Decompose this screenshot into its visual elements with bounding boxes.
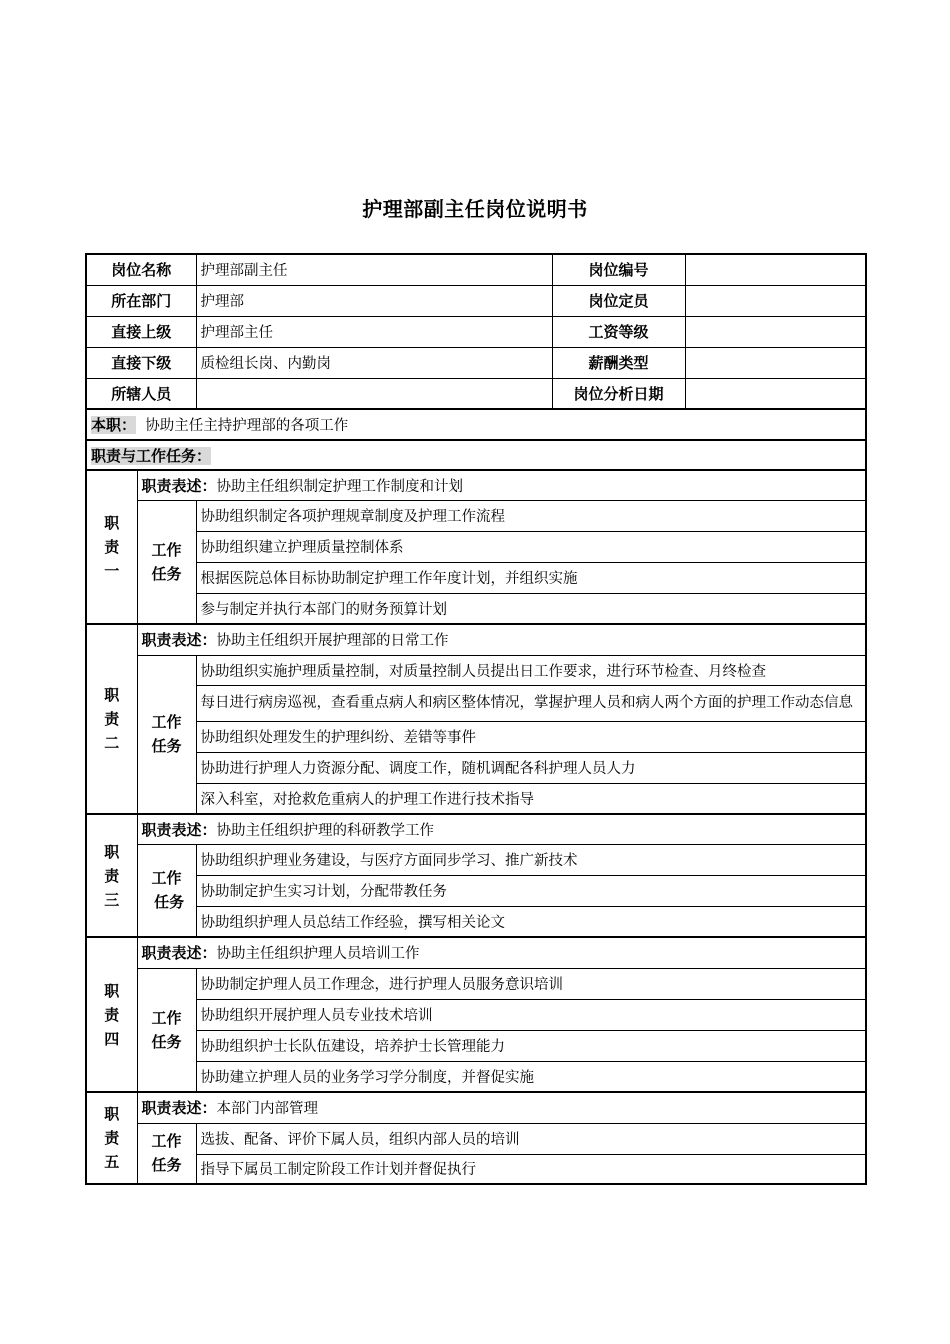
duty-label [86, 937, 137, 1092]
duty-statement-row [86, 814, 866, 844]
info-value: 护理部副主任 [196, 254, 552, 285]
info-label: 岗位定员 [552, 285, 685, 316]
duty-statement-row [86, 470, 866, 500]
task-label-line: 任务 [151, 1032, 182, 1051]
duty-char: 五 [104, 1153, 120, 1171]
info-value: 质检组长岗、内勤岗 [196, 347, 552, 378]
task-text: 协助组织开展护理人员专业技术培训 [196, 999, 866, 1030]
duty-char: 责 [104, 710, 120, 728]
duty-statement: 协助主任组织护理人员培训工作 [216, 946, 420, 963]
task-text: 协助组织护士长队伍建设，培养护士长管理能力 [196, 1030, 866, 1061]
statement-label: 职责表述： [141, 944, 217, 963]
task-label [137, 968, 196, 1092]
duty-label [86, 1092, 137, 1184]
statement-label: 职责表述： [141, 631, 217, 650]
task-text: 协助建立护理人员的业务学习学分制度，并督促实施 [196, 1061, 866, 1092]
benzhi-row [86, 409, 866, 440]
info-row [86, 378, 866, 409]
task-text: 选拔、配备、评价下属人员，组织内部人员的培训 [196, 1123, 866, 1154]
info-value: 护理部 [196, 285, 552, 316]
duty-char: 三 [104, 890, 120, 909]
info-value [685, 285, 866, 316]
task-label-line: 工作 [151, 540, 182, 559]
task-row [86, 968, 866, 999]
task-label [137, 655, 196, 814]
benzhi-cell [86, 409, 866, 440]
task-label [137, 844, 196, 937]
task-row [86, 875, 866, 906]
task-row [86, 906, 866, 937]
info-label: 所在部门 [86, 285, 196, 316]
task-text: 协助进行护理人力资源分配、调度工作，随机调配各科护理人员人力 [196, 752, 866, 783]
task-row [86, 844, 866, 875]
task-row [86, 721, 866, 752]
duty-statement-row [86, 1092, 866, 1123]
info-value [685, 254, 866, 285]
task-text: 协助组织制定各项护理规章制度及护理工作流程 [196, 500, 866, 531]
duty-char: 四 [104, 1029, 120, 1048]
task-row [86, 1123, 866, 1154]
task-row [86, 1154, 866, 1184]
info-label: 岗位名称 [86, 254, 196, 285]
duty-statement: 协助主任组织护理的科研教学工作 [216, 822, 435, 839]
duty-char: 责 [104, 1129, 120, 1147]
task-text: 协助组织建立护理质量控制体系 [196, 531, 866, 562]
task-text: 参与制定并执行本部门的财务预算计划 [196, 593, 866, 624]
task-text: 协助组织处理发生的护理纠纷、差错等事件 [196, 721, 866, 752]
task-row [86, 685, 866, 721]
info-value [685, 347, 866, 378]
benzhi-value: 协助主任主持护理部的各项工作 [145, 418, 349, 434]
task-text: 协助制定护生实习计划，分配带教任务 [196, 875, 866, 906]
duty-char: 二 [104, 734, 120, 752]
info-value [196, 378, 552, 409]
benzhi-label: 本职： [91, 416, 137, 434]
info-value: 护理部主任 [196, 316, 552, 347]
statement-label: 职责表述： [141, 476, 217, 495]
task-text: 根据医院总体目标协助制定护理工作年度计划，并组织实施 [196, 562, 866, 593]
document-title: 护理部副主任岗位说明书 [362, 197, 588, 221]
info-label: 直接上级 [86, 316, 196, 347]
duty-statement-cell [137, 814, 866, 844]
task-label-line: 工作 [151, 713, 182, 732]
task-text: 协助组织护理人员总结工作经验，撰写相关论文 [196, 906, 866, 937]
task-row [86, 999, 866, 1030]
task-label-line: 任务 [154, 893, 185, 912]
task-row [86, 1030, 866, 1061]
duty-statement: 协助主任组织开展护理部的日常工作 [216, 633, 449, 650]
task-text: 协助制定护理人员工作理念，进行护理人员服务意识培训 [196, 968, 866, 999]
job-description-table [85, 253, 867, 1185]
duty-statement-cell [137, 624, 866, 655]
task-row [86, 500, 866, 531]
duty-statement-cell [137, 470, 866, 500]
info-label: 工资等级 [552, 316, 685, 347]
info-label: 薪酬类型 [552, 347, 685, 378]
task-text: 每日进行病房巡视，查看重点病人和病区整体情况，掌握护理人员和病人两个方面的护理工作动态信息 [196, 685, 866, 721]
duty-statement: 协助主任组织制定护理工作制度和计划 [216, 478, 464, 495]
duty-label [86, 470, 137, 624]
duty-statement-cell [137, 1092, 866, 1123]
statement-label: 职责表述： [141, 1099, 217, 1118]
task-row [86, 655, 866, 685]
duty-statement-row [86, 937, 866, 968]
task-text: 指导下属员工制定阶段工作计划并督促执行 [196, 1154, 866, 1184]
task-label-line: 任务 [151, 564, 182, 583]
task-label-line: 任务 [151, 1156, 182, 1175]
duty-statement-row [86, 624, 866, 655]
task-label-line: 任务 [151, 737, 182, 756]
info-row [86, 285, 866, 316]
duty-label [86, 814, 137, 937]
info-label: 岗位编号 [552, 254, 685, 285]
duty-char: 责 [104, 538, 120, 556]
section-header-cell [86, 440, 866, 470]
task-label-line: 工作 [151, 869, 182, 888]
task-label-line: 工作 [151, 1008, 182, 1027]
info-value [685, 316, 866, 347]
task-row [86, 562, 866, 593]
duty-char: 职 [104, 981, 120, 1000]
duty-char: 职 [104, 842, 120, 861]
task-row [86, 593, 866, 624]
task-row [86, 783, 866, 814]
info-row [86, 254, 866, 285]
duty-char: 职 [104, 514, 120, 532]
duty-char: 责 [104, 1005, 120, 1024]
task-row [86, 531, 866, 562]
duty-statement: 本部门内部管理 [216, 1101, 319, 1118]
statement-label: 职责表述： [141, 820, 217, 839]
duty-statement-cell [137, 937, 866, 968]
task-row [86, 752, 866, 783]
info-value [685, 378, 866, 409]
section-header: 职责与工作任务： [91, 446, 212, 465]
info-label: 直接下级 [86, 347, 196, 378]
info-label: 所辖人员 [86, 378, 196, 409]
task-text: 协助组织实施护理质量控制，对质量控制人员提出日工作要求，进行环节检查、月终检查 [196, 655, 866, 685]
duty-char: 一 [104, 562, 120, 580]
task-text: 深入科室，对抢救危重病人的护理工作进行技术指导 [196, 783, 866, 814]
task-row [86, 1061, 866, 1092]
duty-char: 职 [104, 1105, 120, 1123]
task-label-line: 工作 [151, 1132, 182, 1151]
duty-char: 职 [104, 686, 120, 704]
info-row [86, 347, 866, 378]
info-row [86, 316, 866, 347]
task-label [137, 1123, 196, 1184]
duty-label [86, 624, 137, 814]
info-label: 岗位分析日期 [552, 378, 685, 409]
duty-char: 责 [104, 866, 120, 885]
task-text: 协助组织护理业务建设，与医疗方面同步学习、推广新技术 [196, 844, 866, 875]
task-label [137, 500, 196, 624]
section-header-row [86, 440, 866, 470]
